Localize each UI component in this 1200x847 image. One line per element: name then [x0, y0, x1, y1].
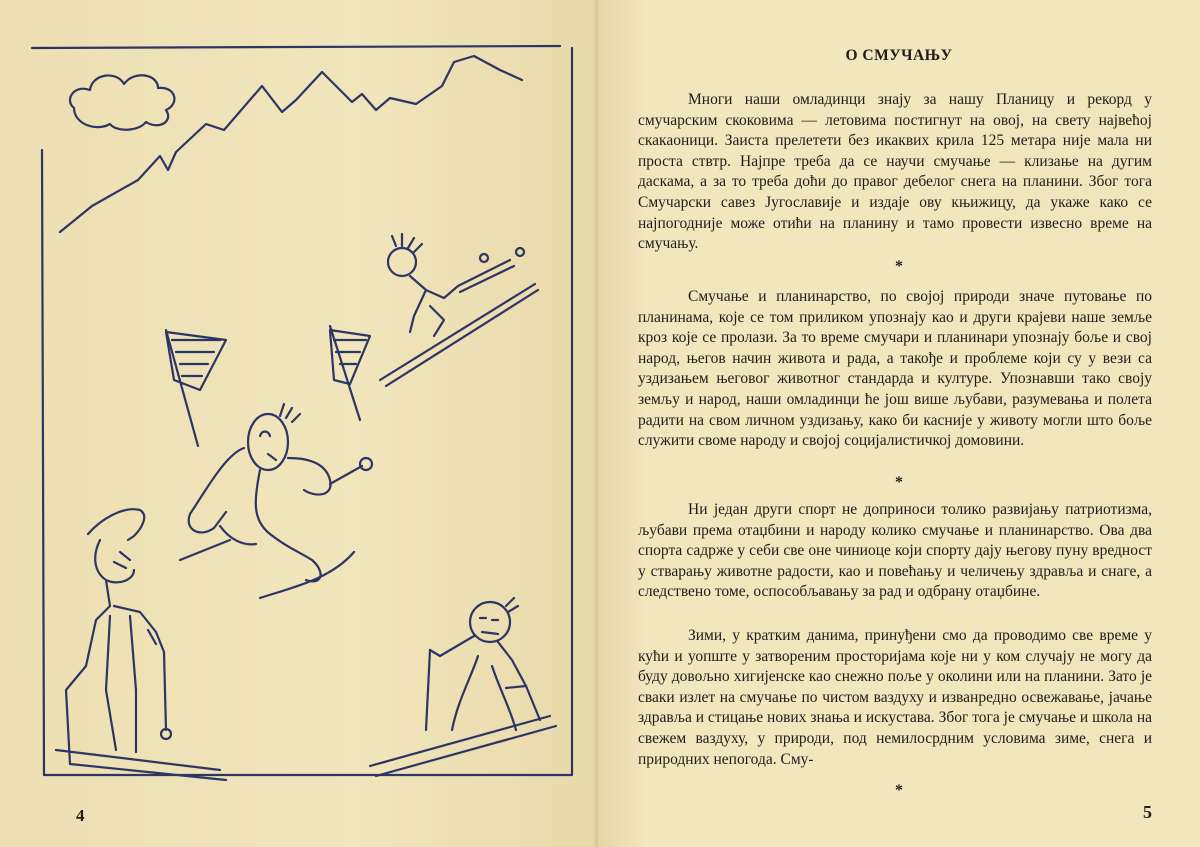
skier-middle: [180, 404, 372, 598]
paragraph-2: Смучање и планинарство, по својој природи значе путовање по планинама, које се том приликом упознају као и други крајеви наше земље кроз које се пролази. За то време смучари и планинари упознају боље и свој народ, његов начин живота и рада, а такође и проблеме који су у вези са уздизањем његовог животног стандарда и културе. Упознавши тако своју земљу и народ, наши омладинци ће још више љубави, разумевања и полета радити на свом личном уздизању, како би касније у животу могли што боље служити своме народу и својој социјалистичкој домовини.: [638, 288, 1152, 450]
skier-top-right: [380, 234, 538, 386]
section-separator-3: *: [895, 782, 903, 799]
page-number-right: 5: [1143, 802, 1152, 822]
slalom-flags: [166, 326, 370, 446]
illustration-skiers: [30, 40, 578, 790]
cloud-drawing: [70, 75, 174, 129]
skier-left: [56, 509, 226, 780]
page-number-left: 4: [76, 806, 85, 825]
right-page: [598, 0, 1200, 847]
paragraph-4: Зими, у кратким данима, принуђени смо да проводимо све време у кући и уопште у затвореним просторијама које ни у ком случају не могу да буду довољно хигијенске као снежно поље у околини или на планини. Зато је сваки излет на смучање по чистом ваздуху и изванредно освежавање, јачање здравља и стицање нових знања и искустава. Због тога је смучање и школа на свежем ваздуху, у природи, под немилосрдним условима зиме, снега и природних непогода. Сму-: [638, 627, 1152, 768]
section-separator-1: *: [895, 258, 903, 275]
paragraph-1: Многи наши омладинци знају за нашу Планицу и рекорд у смучарским скоковима — летовима постигнут на овој, на свету највећој скакаоници. Заиста прелетети без икаквих крила 125 метара није мала ни проста ствтр. Најпре треба да се научи смучање — клизање на дугим даскама, а за то треба доћи до правог дебелог снега на планини. Због тога Смучарски савез Југославије и издаје ову књижицу, да укаже како се најпогодније може отићи на планину и тамо провести извесно време на смучању.: [638, 91, 1152, 253]
left-page: [0, 0, 598, 847]
paragraph-3: Ни један други спорт не доприноси толико развијању патриотизма, љубави према отаџбини и народу колико смучање и планинарство. Ова два спорта садрже у себи све оне чиниоце који спорту дају његову пуну вредност у стварању животне радости, као и повећању и челичењу здравља и снаге, а следствено томе, оспособљавању за рад и одбрану отаџбине.: [638, 501, 1152, 601]
skier-right: [370, 598, 556, 776]
page-title: О СМУЧАЊУ: [845, 47, 953, 64]
mountains-drawing: [60, 56, 522, 232]
section-separator-2: *: [895, 474, 903, 491]
